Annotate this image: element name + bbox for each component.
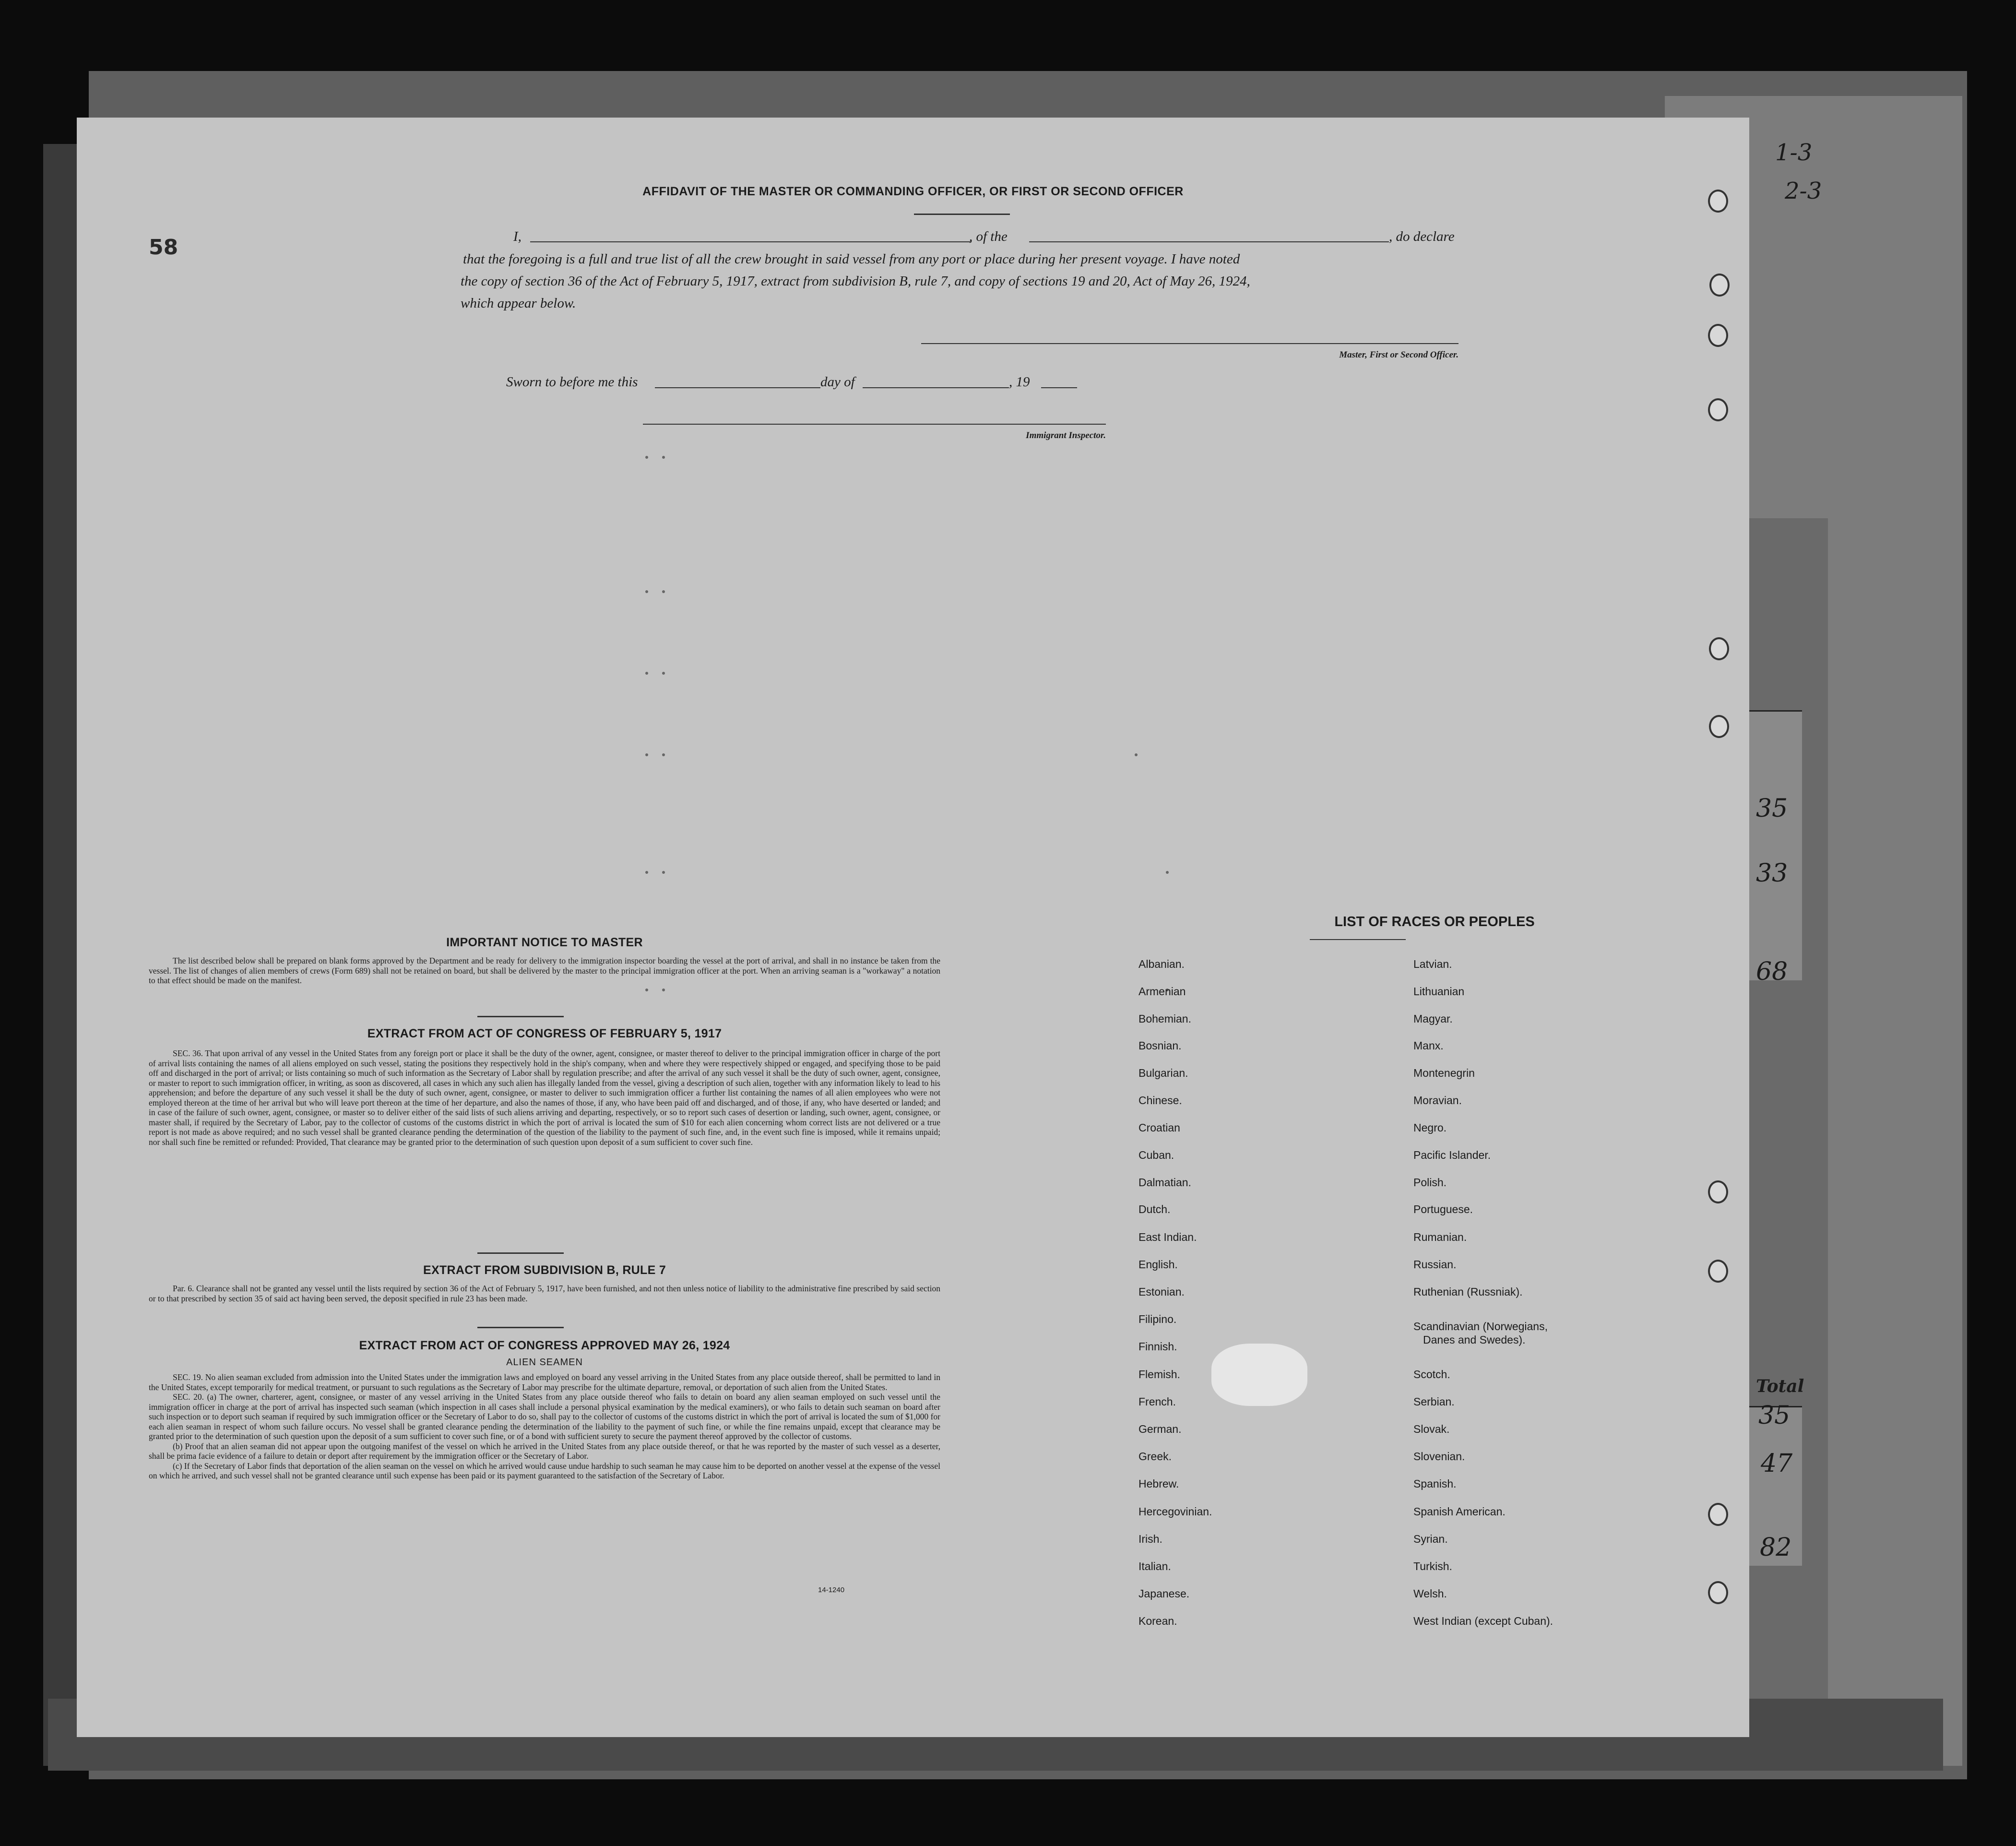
punch-hole	[1708, 1180, 1728, 1203]
bleed-dot	[662, 590, 665, 593]
punch-hole	[1709, 715, 1729, 738]
extract-rule7-text: Par. 6. Clearance shall not be granted any vessel until the lists required by section 36 of the Act of February 5, 1917, have been furnished, and not then unless notice of liability to the administrative fine prescribed by said section or to that prescribed by section 35 of said act having been served, the deposit specified in rule 23 has been made.	[149, 1284, 940, 1303]
divider	[477, 1327, 564, 1328]
punch-hole	[1708, 324, 1728, 347]
race-item: Korean.	[1138, 1615, 1177, 1627]
i-label: I,	[513, 229, 522, 244]
race-item: Italian.	[1138, 1560, 1171, 1572]
important-notice-title: IMPORTANT NOTICE TO MASTER	[446, 936, 643, 949]
punch-hole	[1708, 1503, 1728, 1526]
sworn-label: Sworn to before me this	[506, 374, 638, 390]
affidavit-body-3: which appear below.	[461, 296, 576, 311]
extract-1917-text: SEC. 36. That upon arrival of any vessel in the United States from any foreign port or place it shall be the duty of the owner, agent, consignee, or master thereof to deliver to the principal immigration officer in charge of the port of arrival lists containing the names of all aliens employed on such vessel, stating the positions they respectively hold in the ship's company, when and where they were respectively shipped or engaged, and specifying those to be paid off and discharged in the port of arrival; or lists containing so much of such information as the Secretary of Labor shall by regulation prescribe; and after the arrival of any such vessel it shall be the duty of such owner, agent, consignee, or master to report to such immigration officer, in writing, as soon as discovered, all cases in which any such alien has illegally landed from the vessel, giving a description of such alien, together with any information likely to lead to his apprehension; and before the departure of any such vessel it shall be the duty of such owner, agent, consignee, or master to deliver to such immigration officer a further list containing the names of all alien employees who were not employed thereon at the time of her arrival but who will leave port thereon at the time of her departure, and also the names of those, if any, who have been paid off and discharged, and of those, if any, who have deserted or landed; and in case of the failure of such owner, agent, consignee, or master so to deliver either of the said lists of such aliens arriving and departing, respectively, or so to report such cases of desertion or landing, such owner, agent, consignee, or master shall, if required by the Secretary of Labor, pay to the collector of customs of the customs district in which the port of arrival is located the sum of $10 for each alien concerning whom correct lists are not delivered or a true report is not made as above required; and no such vessel shall be granted clearance pending the determination of the question of the liability to the payment of such fine, and, in the event such fine is imposed, while it remains unpaid; nor shall such fine be remitted or refunded: Provided, That clearance may be granted prior to the determination of such question upon deposit of a sum sufficient to cover such fine.	[149, 1048, 940, 1147]
strip-mark-1: 1-3	[1775, 139, 1813, 166]
important-notice-text: The list described below shall be prepared on blank forms approved by the Department and be ready for delivery to the immigration inspector boarding the vessel at the port of arrival, and shall in no instance be taken from the vessel. The list of changes of alien members of crews (Form 689) shall not be retained on board, but shall be delivered by the master to the principal immigration officer at the port. When an arriving seaman is a "workaway" a notation to that effect should be made on the manifest.	[149, 956, 940, 985]
race-item: French.	[1138, 1395, 1176, 1408]
strip-total-3: 82	[1760, 1533, 1792, 1562]
smudge	[1211, 1344, 1307, 1406]
strip-total-1: 35	[1758, 1401, 1791, 1430]
name-line	[530, 241, 972, 242]
bleed-dot	[662, 871, 665, 874]
bleed-dot	[662, 989, 665, 991]
bleed-dot	[645, 590, 648, 593]
race-item: West Indian (except Cuban).	[1413, 1615, 1554, 1627]
alien-seamen-subtitle: ALIEN SEAMEN	[506, 1357, 583, 1368]
race-item: German.	[1138, 1423, 1182, 1435]
race-item: Estonian.	[1138, 1286, 1185, 1298]
strip-mark-2: 2-3	[1785, 178, 1822, 204]
sec-19: SEC. 19. No alien seaman excluded from admission into the United States under the immigration laws and employed on board any vessel arriving in the United States from any place outside thereof, shall be permitted to land in the United States, except temporarily for medical treatment, or pursuant to such regulations as the Secretary of Labor may prescribe for the ultimate departure, removal, or deportation of such alien from the United States.	[149, 1372, 940, 1392]
bleed-dot	[645, 753, 648, 756]
race-item: Syrian.	[1413, 1533, 1448, 1545]
race-item: Finnish.	[1138, 1340, 1177, 1353]
race-item: Magyar.	[1413, 1012, 1453, 1025]
bleed-dot	[1135, 753, 1138, 756]
sworn-day-line	[655, 387, 820, 388]
extract-rule7-title: EXTRACT FROM SUBDIVISION B, RULE 7	[423, 1263, 666, 1277]
divider	[477, 1252, 564, 1254]
punch-hole	[1708, 1260, 1728, 1283]
race-item: Bohemian.	[1138, 1012, 1191, 1025]
race-item: Danes and Swedes).	[1423, 1334, 1526, 1346]
race-item: Dutch.	[1138, 1203, 1171, 1215]
bleed-dot	[1166, 871, 1169, 874]
extract-1917-title: EXTRACT FROM ACT OF CONGRESS OF FEBRUARY 5, 1917	[367, 1027, 722, 1040]
sec-20a: SEC. 20. (a) The owner, charterer, agent, consignee, or master of any vessel arriving in the United States from any place outside thereof who fails to detain on board any alien seaman employed on such vessel until the immigration officer in charge at the port of arrival has inspected such seaman (which inspection in all cases shall include a personal physical examination by the medical examiners), or who fails to detain such seaman on board after such inspection or to deport such seaman if required by such immigration officer or the Secretary of Labor to do so, shall pay to the collector of customs of the customs district in which the port of arrival is located the sum of $1,000 for each alien seaman in respect of whom such failure occurs. No vessel shall be granted clearance pending the determination of the liability to the payment of such fine, or while the fine remains unpaid, except that clearance may be granted prior to the determination of such question upon the deposit of a sum sufficient to cover such fine, or of a bond with sufficient surety to secure the payment thereof approved by the collector of customs.	[149, 1392, 940, 1441]
race-item: Scotch.	[1413, 1368, 1450, 1381]
race-item: Hebrew.	[1138, 1477, 1179, 1490]
race-item: Polish.	[1413, 1176, 1447, 1189]
bleed-dot	[662, 456, 665, 459]
form-code: 14-1240	[818, 1586, 845, 1594]
race-item: Bulgarian.	[1138, 1067, 1188, 1079]
punch-hole	[1709, 637, 1729, 660]
race-item: Albanian.	[1138, 958, 1185, 970]
strip-count-box	[1744, 710, 1802, 980]
sec-20c: (c) If the Secretary of Labor finds that deportation of the alien seaman on the vessel on which he arrived would cause undue hardship to such seaman he may cause him to be deported on another vessel at the expense of the vessel on which he arrived, and such vessel shall not be granted clearance until such expense has been paid or its payment guaranteed to the satisfaction of the Secretary of Labor.	[149, 1461, 940, 1480]
race-item: Turkish.	[1413, 1560, 1452, 1572]
race-item: Scandinavian (Norwegians,	[1413, 1320, 1548, 1333]
race-item: Bosnian.	[1138, 1039, 1182, 1052]
race-item: East Indian.	[1138, 1231, 1197, 1243]
day-of-label: day of	[820, 374, 855, 390]
strip-count-3: 68	[1756, 957, 1788, 986]
bleed-dot	[645, 989, 648, 991]
race-item: Cuban.	[1138, 1149, 1174, 1161]
race-item: Flemish.	[1138, 1368, 1180, 1381]
form-page	[77, 118, 1749, 1737]
bleed-dot	[645, 672, 648, 675]
race-item: Latvian.	[1413, 958, 1452, 970]
affidavit-title: AFFIDAVIT OF THE MASTER OR COMMANDING OFFICER, OR FIRST OR SECOND OFFICER	[642, 185, 1184, 198]
race-item: Croatian	[1138, 1121, 1180, 1134]
margin-mark: 58	[149, 235, 178, 260]
race-item: Russian.	[1413, 1258, 1457, 1271]
punch-hole	[1709, 274, 1730, 297]
race-item: Negro.	[1413, 1121, 1447, 1134]
signature-line	[921, 343, 1459, 344]
race-item: Moravian.	[1413, 1094, 1462, 1107]
extract-1924-text	[149, 1372, 940, 1481]
race-item: Filipino.	[1138, 1313, 1177, 1325]
race-item: Rumanian.	[1413, 1231, 1467, 1243]
year-label: , 19	[1009, 374, 1030, 390]
bleed-dot	[662, 753, 665, 756]
signature-label: Master, First or Second Officer.	[1339, 350, 1459, 360]
do-declare-label: , do declare	[1389, 229, 1455, 244]
race-item: Chinese.	[1138, 1094, 1182, 1107]
race-item: Serbian.	[1413, 1395, 1455, 1408]
race-item: Montenegrin	[1413, 1067, 1475, 1079]
vessel-line	[1029, 241, 1389, 242]
race-item: Spanish.	[1413, 1477, 1457, 1490]
inspector-line	[643, 424, 1106, 425]
strip-total-label: Total	[1756, 1376, 1804, 1396]
bleed-dot	[645, 456, 648, 459]
bleed-dot	[645, 871, 648, 874]
sec-20b: (b) Proof that an alien seaman did not appear upon the outgoing manifest of the vessel on which he arrived in the United States from any place outside thereof, or that he was reported by the master of such vessel as a deserter, shall be prima facie evidence of a failure to detain or deport after requirement by the immigration officer or the Secretary of Labor.	[149, 1441, 940, 1461]
affidavit-body-1: that the foregoing is a full and true list of all the crew brought in said vessel from any port or place during her present voyage. I have noted	[463, 251, 1240, 267]
punch-hole	[1708, 1581, 1728, 1604]
race-item: Greek.	[1138, 1450, 1172, 1463]
race-item: Armenian	[1138, 985, 1186, 998]
race-item: Manx.	[1413, 1039, 1444, 1052]
race-item: Irish.	[1138, 1533, 1162, 1545]
divider	[1310, 939, 1406, 940]
races-title: LIST OF RACES OR PEOPLES	[1334, 914, 1535, 929]
race-item: Pacific Islander.	[1413, 1149, 1491, 1161]
race-item: Ruthenian (Russniak).	[1413, 1286, 1523, 1298]
divider	[914, 214, 1010, 215]
sworn-year-line	[1041, 387, 1077, 388]
affidavit-body-2: the copy of section 36 of the Act of February 5, 1917, extract from subdivision B, rule 7, and copy of sections 19 and 20, Act of May 26, 1924,	[461, 274, 1250, 289]
strip-total-2: 47	[1761, 1449, 1793, 1478]
inspector-label: Immigrant Inspector.	[1026, 430, 1106, 441]
extract-1924-title: EXTRACT FROM ACT OF CONGRESS APPROVED MAY 26, 1924	[359, 1339, 730, 1352]
race-item: Slovak.	[1413, 1423, 1450, 1435]
race-item: Hercegovinian.	[1138, 1505, 1212, 1518]
race-item: Welsh.	[1413, 1587, 1447, 1600]
race-item: English.	[1138, 1258, 1178, 1271]
race-item: Spanish American.	[1413, 1505, 1506, 1518]
strip-count-2: 33	[1756, 859, 1788, 888]
punch-hole	[1708, 398, 1728, 421]
of-the-label: , of the	[969, 229, 1008, 244]
race-item: Slovenian.	[1413, 1450, 1465, 1463]
bleed-dot	[662, 672, 665, 675]
race-item: Portuguese.	[1413, 1203, 1473, 1215]
race-item: Dalmatian.	[1138, 1176, 1191, 1189]
divider	[477, 1016, 564, 1017]
strip-count-1: 35	[1756, 794, 1788, 823]
sworn-month-line	[863, 387, 1009, 388]
race-item: Lithuanian	[1413, 985, 1465, 998]
race-item: Japanese.	[1138, 1587, 1190, 1600]
